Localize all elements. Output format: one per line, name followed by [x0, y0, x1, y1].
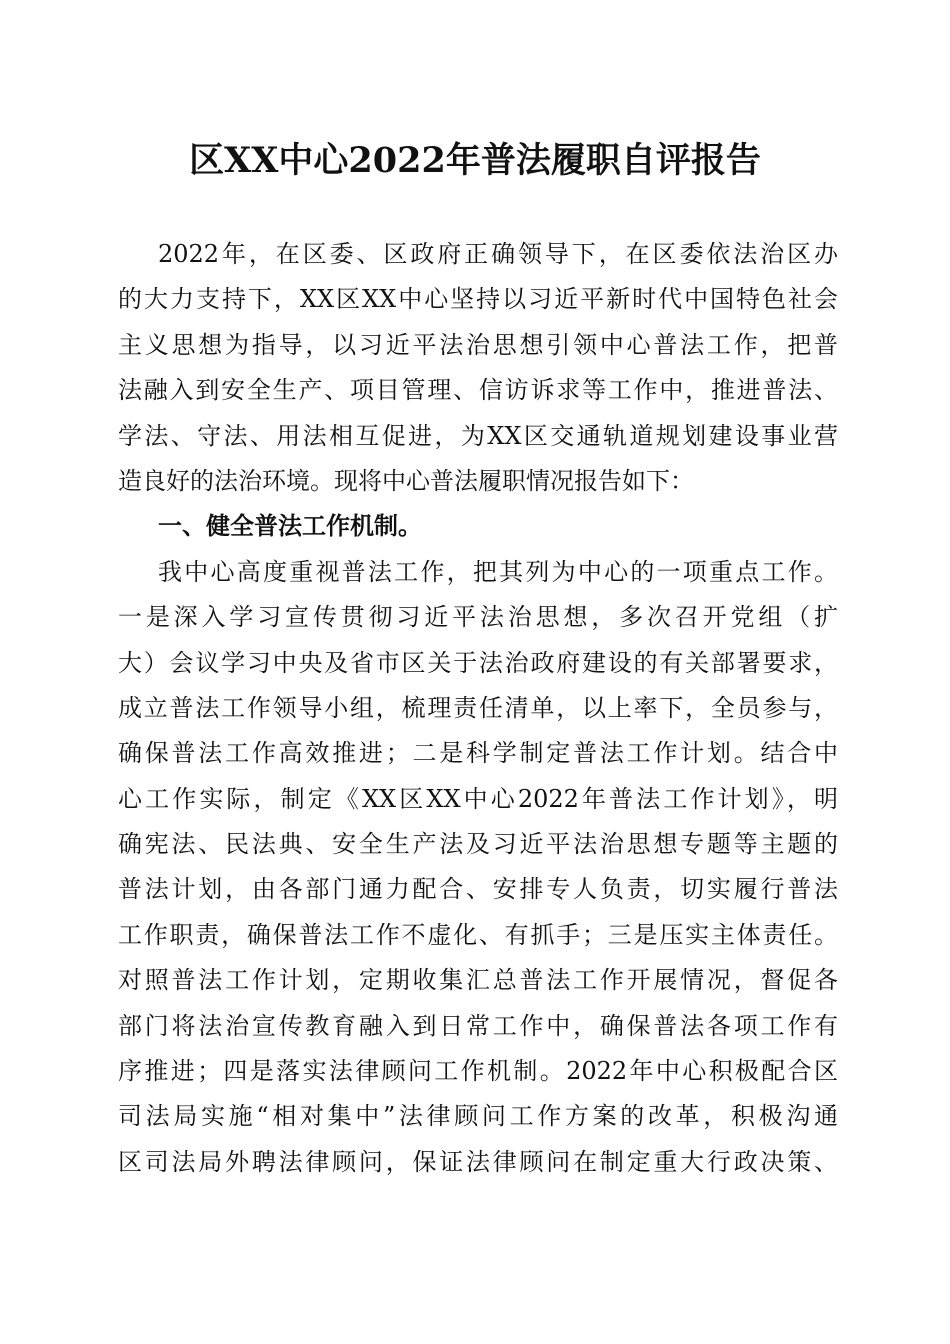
- text-line: 学法、守法、用法相互促进，为XX区交通轨道规划建设事业营: [118, 421, 838, 450]
- document-body: [118, 232, 838, 1185]
- text-line: 确宪法、民法典、安全生产法及习近平法治思想专题等主题的: [118, 830, 838, 859]
- text-line: 一是深入学习宣传贯彻习近平法治思想，多次召开党组（扩: [118, 603, 838, 632]
- paragraph-intro: [118, 232, 838, 504]
- paragraph-mechanism: [118, 550, 838, 1185]
- text-line: 部门将法治宣传教育融入到日常工作中，确保普法各项工作有: [118, 1011, 838, 1040]
- text-line: 法融入到安全生产、项目管理、信访诉求等工作中，推进普法、: [118, 376, 838, 405]
- text-line: 2022年，在区委、区政府正确领导下，在区委依法治区办: [158, 240, 838, 268]
- text-line: 序推进；四是落实法律顾问工作机制。2022年中心积极配合区: [118, 1057, 838, 1086]
- text-line: 我中心高度重视普法工作，把其列为中心的一项重点工作。: [158, 557, 838, 586]
- text-line: 主义思想为指导，以习近平法治思想引领中心普法工作，把普: [118, 330, 838, 359]
- text-line: 区司法局外聘法律顾问，保证法律顾问在制定重大行政决策、: [118, 1147, 838, 1176]
- text-line: 心工作实际，制定《XX区XX中心2022年普法工作计划》，明: [118, 784, 838, 813]
- text-line: 确保普法工作高效推进；二是科学制定普法工作计划。结合中: [118, 739, 838, 768]
- text-line: 造良好的法治环境。现将中心普法履职情况报告如下：: [118, 466, 694, 495]
- text-line: 大）会议学习中央及省市区关于法治政府建设的有关部署要求，: [118, 648, 838, 677]
- text-line: 对照普法工作计划，定期收集汇总普法工作开展情况，督促各: [118, 966, 838, 995]
- text-line: 的大力支持下，XX区XX中心坚持以习近平新时代中国特色社会: [118, 285, 838, 314]
- text-line: 工作职责，确保普法工作不虚化、有抓手；三是压实主体责任。: [118, 920, 838, 949]
- text-line: 司法局实施“相对集中”法律顾问工作方案的改革，积极沟通: [118, 1102, 838, 1131]
- text-line: 成立普法工作领导小组，梳理责任清单，以上率下，全员参与，: [118, 693, 838, 722]
- document-title: 区XX中心2022年普法履职自评报告: [189, 140, 761, 181]
- section-heading: 一、健全普法工作机制。: [158, 512, 422, 541]
- text-line: 普法计划，由各部门通力配合、安排专人负责，切实履行普法: [118, 875, 838, 904]
